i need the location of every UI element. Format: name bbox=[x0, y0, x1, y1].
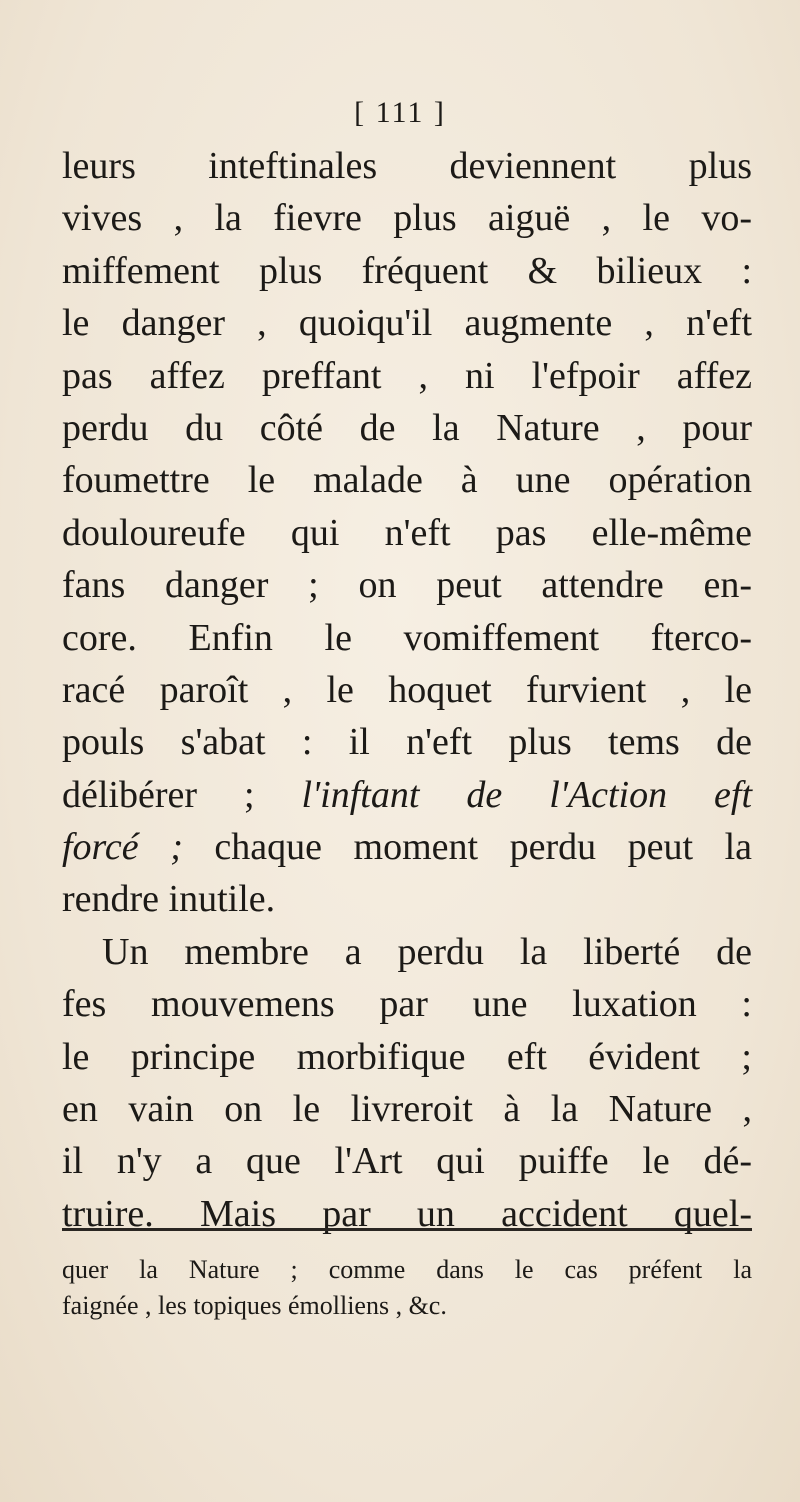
plain-text: délibérer ; bbox=[62, 773, 302, 816]
paragraph-start-line: Un membre a perdu la liberté de bbox=[102, 930, 752, 973]
footnote bbox=[62, 1252, 752, 1324]
text-line: leurs inteftinales deviennent plus bbox=[62, 145, 752, 187]
text-line: racé paroît , le hoquet furvient , le bbox=[62, 668, 752, 711]
text-line: vives , la fievre plus aiguë , le vo- bbox=[62, 197, 752, 240]
text-line-mixed bbox=[62, 821, 752, 873]
text-line: foumettre le malade à une opération bbox=[62, 459, 752, 502]
text-line: en vain on le livreroit à la Nature , bbox=[62, 1088, 752, 1131]
text-line: fes mouvemens par une luxation : bbox=[62, 983, 752, 1026]
text-line: core. Enfin le vomiffement fterco- bbox=[62, 616, 752, 659]
plain-text: chaque moment perdu peut la bbox=[182, 826, 752, 869]
footnote-line: faignée , les topiques émolliens , &c. bbox=[62, 1291, 447, 1320]
italic-text: l'inftant de l'Action eft bbox=[301, 773, 752, 816]
text-line: miffement plus fréquent & bilieux : bbox=[62, 249, 752, 292]
text-line: truire. Mais par un accident quel- bbox=[62, 1192, 752, 1235]
text-line: rendre inutile. bbox=[62, 878, 276, 921]
text-line: douloureufe qui n'eft pas elle-même bbox=[62, 511, 752, 554]
text-line: pas affez preffant , ni l'efpoir affez bbox=[62, 354, 752, 397]
italic-text: forcé ; bbox=[62, 826, 183, 869]
footnote-line: quer la Nature ; comme dans le cas préfent la bbox=[62, 1255, 752, 1284]
body-text bbox=[62, 140, 752, 1240]
footnote-divider bbox=[62, 1228, 752, 1231]
text-line-mixed bbox=[62, 769, 752, 821]
text-line: pouls s'abat : il n'eft plus tems de bbox=[62, 721, 752, 764]
text-line: il n'y a que l'Art qui puiffe le dé- bbox=[62, 1140, 752, 1183]
text-line: fans danger ; on peut attendre en- bbox=[62, 564, 752, 607]
page-number: [ 111 ] bbox=[354, 96, 446, 129]
text-line: perdu du côté de la Nature , pour bbox=[62, 406, 752, 449]
text-line: le danger , quoiqu'il augmente , n'eft bbox=[62, 302, 752, 345]
text-line: le principe morbifique eft évident ; bbox=[62, 1035, 752, 1078]
